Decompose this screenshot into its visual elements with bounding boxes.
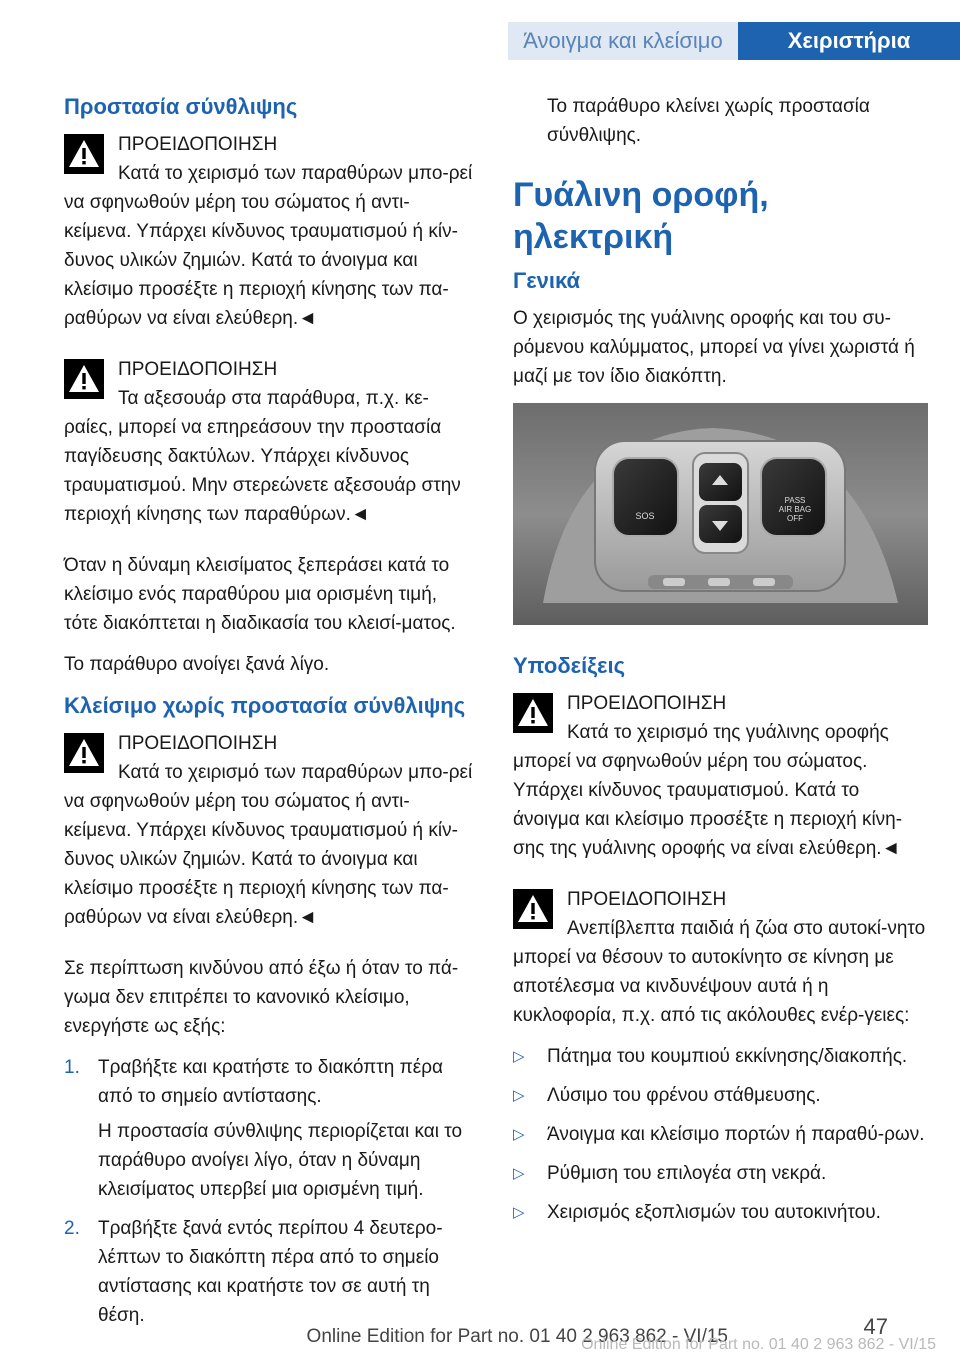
body-paragraph: Ο χειρισμός της γυάλινης οροφής και του συ-ρόμενου καλύμματος, μπορεί να γίνει χωριστά ή μαζί με τον ίδιο διακόπτη. <box>513 308 915 387</box>
warning-title: ΠΡΟΕΙΔΟΠΟΙΗΣΗ <box>567 693 727 714</box>
list-item <box>64 1053 476 1204</box>
page-footer <box>0 1314 960 1353</box>
warning-text: Κατά το χειρισμό των παραθύρων μπο-ρεί να σφηνωθούν μέρη του σώματος ή αντι-κείμενα. Υπάρχει κίνδυνος τραυματισμού ή κίν-δυνος υλικών ζημιών. Κατά το άνοιγμα και κλείσιμο προσέξτε η περιοχή κίνησης των πα-ραθύρων να είναι ελεύθερη.◄ <box>64 163 473 329</box>
step-subtext: Η προστασία σύνθλιψης περιορίζεται και το παράθυρο ανοίγει λίγο, όταν η δύναμη κλεισίματος υπερβεί μια ορισμένη τιμή. <box>98 1121 463 1200</box>
header-section-tab: Άνοιγμα και κλείσιμο <box>508 22 738 60</box>
bullet-triangle-icon: ▷ <box>513 1087 525 1104</box>
list-item <box>64 1214 476 1330</box>
bullet-text: Λύσιμο του φρένου στάθμευσης. <box>547 1085 821 1106</box>
body-paragraph: Το παράθυρο ανοίγει ξανά λίγο. <box>64 654 330 675</box>
airbag-label: PASS <box>784 496 806 505</box>
warning-text: Κατά το χειρισμό της γυάλινης οροφής μπορεί να σφηνωθούν μέρη του σώματος. Υπάρχει κίνδυνος τραυματισμού. Κατά το άνοιγμα και κλείσιμο προσέξτε η περιοχή κίνη-σης της γυάλινης οροφής να είναι ελεύθερη.◄ <box>513 722 903 859</box>
warning-icon <box>64 134 104 174</box>
hints-heading: Υποδείξεις <box>513 653 626 678</box>
bullet-text: Πάτημα του κουμπιού εκκίνησης/διακοπής. <box>547 1046 908 1067</box>
watermark-text: Online Edition for Part no. 01 40 2 963 862 - VI/15 <box>581 1336 936 1353</box>
page-number: 47 <box>863 1314 888 1339</box>
edition-text: Online Edition for Part no. 01 40 2 963 862 - VI/15 <box>306 1326 728 1347</box>
warning-block <box>513 689 928 863</box>
bullet-text: Χειρισμός εξοπλισμών του αυτοκινήτου. <box>547 1202 881 1223</box>
header-chapter-tab: Χειριστήρια <box>738 22 960 60</box>
list-item <box>513 1081 928 1110</box>
bullet-text: Ρύθμιση του επιλογέα στη νεκρά. <box>547 1163 827 1184</box>
airbag-label: AIR BAG <box>778 505 812 514</box>
warning-text: Κατά το χειρισμό των παραθύρων μπο-ρεί να σφηνωθούν μέρη του σώματος ή αντι-κείμενα. Υπάρχει κίνδυνος τραυματισμού ή κίν-δυνος υλικών ζημιών. Κατά το άνοιγμα και κλείσιμο προσέξτε η περιοχή κίνησης των πα-ραθύρων να είναι ελεύθερη.◄ <box>64 762 473 928</box>
body-paragraph: Σε περίπτωση κινδύνου από έξω ή όταν το πά-γωμα δεν επιτρέπει το κανονικό κλείσιμο, ενεργήστε ως εξής: <box>64 958 459 1037</box>
warning-icon <box>513 889 553 929</box>
warning-text: Τα αξεσουάρ στα παράθυρα, π.χ. κε-ραίες, μπορεί να επηρεάσουν την προστασία παγίδευσης δακτύλων. Υπάρχει κίνδυνος τραυματισμού. Μην στερεώνετε αξεσουάρ στην περιοχή κίνησης των παραθύρων.◄ <box>64 388 461 525</box>
warning-block <box>513 885 928 1030</box>
sos-label: SOS <box>635 511 655 521</box>
close-without-protection-heading: Κλείσιμο χωρίς προστασία σύνθλιψης <box>64 693 466 718</box>
bullet-triangle-icon: ▷ <box>513 1204 525 1221</box>
warning-text: Ανεπίβλεπτα παιδιά ή ζώα στο αυτοκί-νητο μπορεί να θέσουν το αυτοκίνητο σε κίνηση με αποτέλεσμα να κινδυνέψουν αυτά ή η κυκλοφορία, π.χ. από τις ακόλουθες ενέρ-γειες: <box>513 918 926 1026</box>
bullet-list <box>513 1042 928 1227</box>
airbag-label: OFF <box>787 514 803 523</box>
bullet-triangle-icon: ▷ <box>513 1126 525 1143</box>
list-item <box>513 1159 928 1188</box>
warning-icon <box>64 733 104 773</box>
list-item <box>513 1120 928 1149</box>
warning-title: ΠΡΟΕΙΔΟΠΟΙΗΣΗ <box>118 733 278 754</box>
list-item <box>513 1042 928 1071</box>
warning-title: ΠΡΟΕΙΔΟΠΟΙΗΣΗ <box>118 134 278 155</box>
step-number: 2. <box>64 1218 80 1239</box>
step-text: Τραβήξτε και κρατήστε το διακόπτη πέρα από το σημείο αντίστασης. <box>98 1057 444 1107</box>
step-text: Τραβήξτε ξανά εντός περίπου 4 δευτερο-λέπτων το διακόπτη πέρα από το σημείο αντίστασης και κρατήστε τον σε αυτή τη θέση. <box>98 1218 443 1326</box>
numbered-steps <box>64 1053 476 1330</box>
left-column <box>64 92 476 1340</box>
body-paragraph: Όταν η δύναμη κλεισίματος ξεπεράσει κατά το κλείσιμο ενός παραθύρου μια ορισμένη τιμή, τότε διακόπτεται η διαδικασία του κλεισί-ματος. <box>64 555 456 634</box>
step-number: 1. <box>64 1057 80 1078</box>
roof-switch-photo <box>513 403 928 625</box>
bullet-triangle-icon: ▷ <box>513 1165 525 1182</box>
step-continuation: Το παράθυρο κλείνει χωρίς προστασία σύνθλιψης. <box>547 96 870 146</box>
warning-title: ΠΡΟΕΙΔΟΠΟΙΗΣΗ <box>567 889 727 910</box>
warning-icon <box>513 693 553 733</box>
warning-icon <box>64 359 104 399</box>
list-item <box>513 1198 928 1227</box>
glass-roof-heading: Γυάλινη οροφή, ηλεκτρική <box>513 176 769 256</box>
page-header <box>0 0 960 60</box>
warning-block <box>64 355 476 529</box>
bullet-triangle-icon: ▷ <box>513 1048 525 1065</box>
bullet-text: Άνοιγμα και κλείσιμο πορτών ή παραθύ-ρων. <box>547 1124 925 1145</box>
warning-block <box>64 130 476 333</box>
general-heading: Γενικά <box>513 268 581 293</box>
warning-title: ΠΡΟΕΙΔΟΠΟΙΗΣΗ <box>118 359 278 380</box>
right-column <box>513 92 928 1237</box>
warning-block <box>64 729 476 932</box>
pinch-protection-heading: Προστασία σύνθλιψης <box>64 94 298 119</box>
